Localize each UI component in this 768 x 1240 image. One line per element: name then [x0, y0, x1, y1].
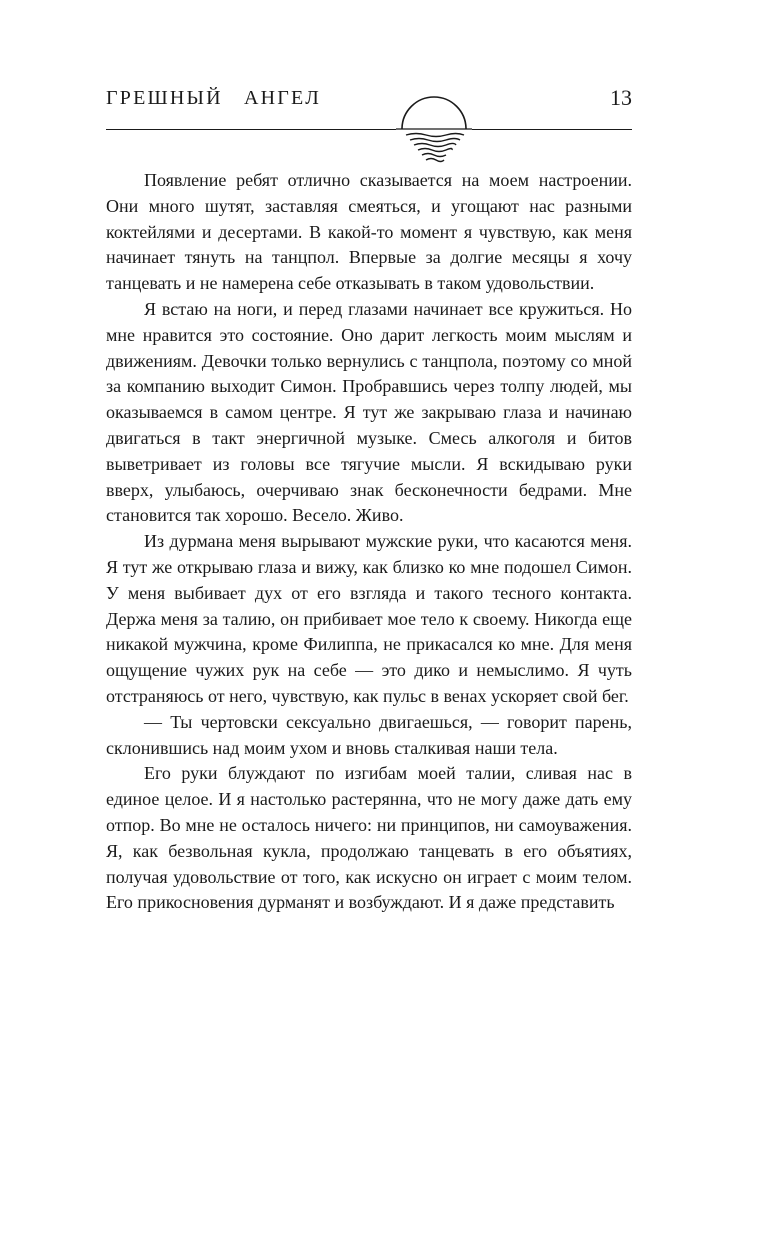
paragraph: Из дурмана меня вырывают мужские руки, что касаются меня. Я тут же открываю глаза и вижу, как близко ко мне подошел Симон. У меня выбивает дух от его взгляда и такого тесного контакта. Держа меня за талию, он прибивает мое тело к своему. Никогда еще никакой мужчина, кроме Филиппа, не прикасался ко мне. Для меня ощущение чужих рук на себе — это дико и немыслимо. Я чуть отстраняюсь от него, чувствую, как пульс в венах ускоряет свой бег. — [106, 531, 632, 706]
header-rule — [106, 129, 632, 130]
paragraph: — Ты чертовски сексуально двигаешься, — говорит парень, склонившись над моим ухом и вновь сталкивая наши тела. — [106, 711, 632, 758]
page-number: 13 — [610, 85, 632, 110]
paragraph: Я встаю на ноги, и перед глазами начинает все кружиться. Но мне нравится это состояние. Оно дарит легкость моим мыслям и движениям. Девочки только вернулись с танцпола, поэтому со мной за компанию выходит Симон. Пробравшись через толпу людей, мы оказываемся в самом центре. Я тут же закрываю глаза и начинаю двигаться в такт энергичной музыке. Смесь алкоголя и битов выветривает из головы все тягучие мысли. Я вскидываю руки вверх, улыбаюсь, очерчиваю знак бесконечности бедрами. Мне становится так хорошо. Весело. Живо. — [106, 298, 632, 526]
book-title: ГРЕШНЫЙ АНГЕЛ — [106, 87, 321, 109]
paragraph: Появление ребят отлично сказывается на моем настроении. Они много шутят, заставляя смеяться, и угощают нас разными коктейлями и десертами. В какой-то момент я чувствую, как меня начинает тянуть на танцпол. Впервые за долгие месяцы я хочу танцевать и не намерена себе отказывать в таком удовольствии. — [106, 170, 632, 294]
running-head — [0, 0, 768, 170]
paragraph: Его руки блуждают по изгибам моей талии, сливая нас в единое целое. И я настолько растерянна, что не могу даже дать ему отпор. Во мне не осталось ничего: ни принципов, ни самоуважения. Я, как безвольная кукла, продолжаю танцевать в его объятиях, получая удовольствие от того, как искусно он играет с моим телом. Его прикосновения дурманят и возбуждают. И я даже представить — [106, 763, 632, 913]
sunset-ornament-icon — [396, 96, 472, 166]
body-text — [106, 168, 632, 916]
